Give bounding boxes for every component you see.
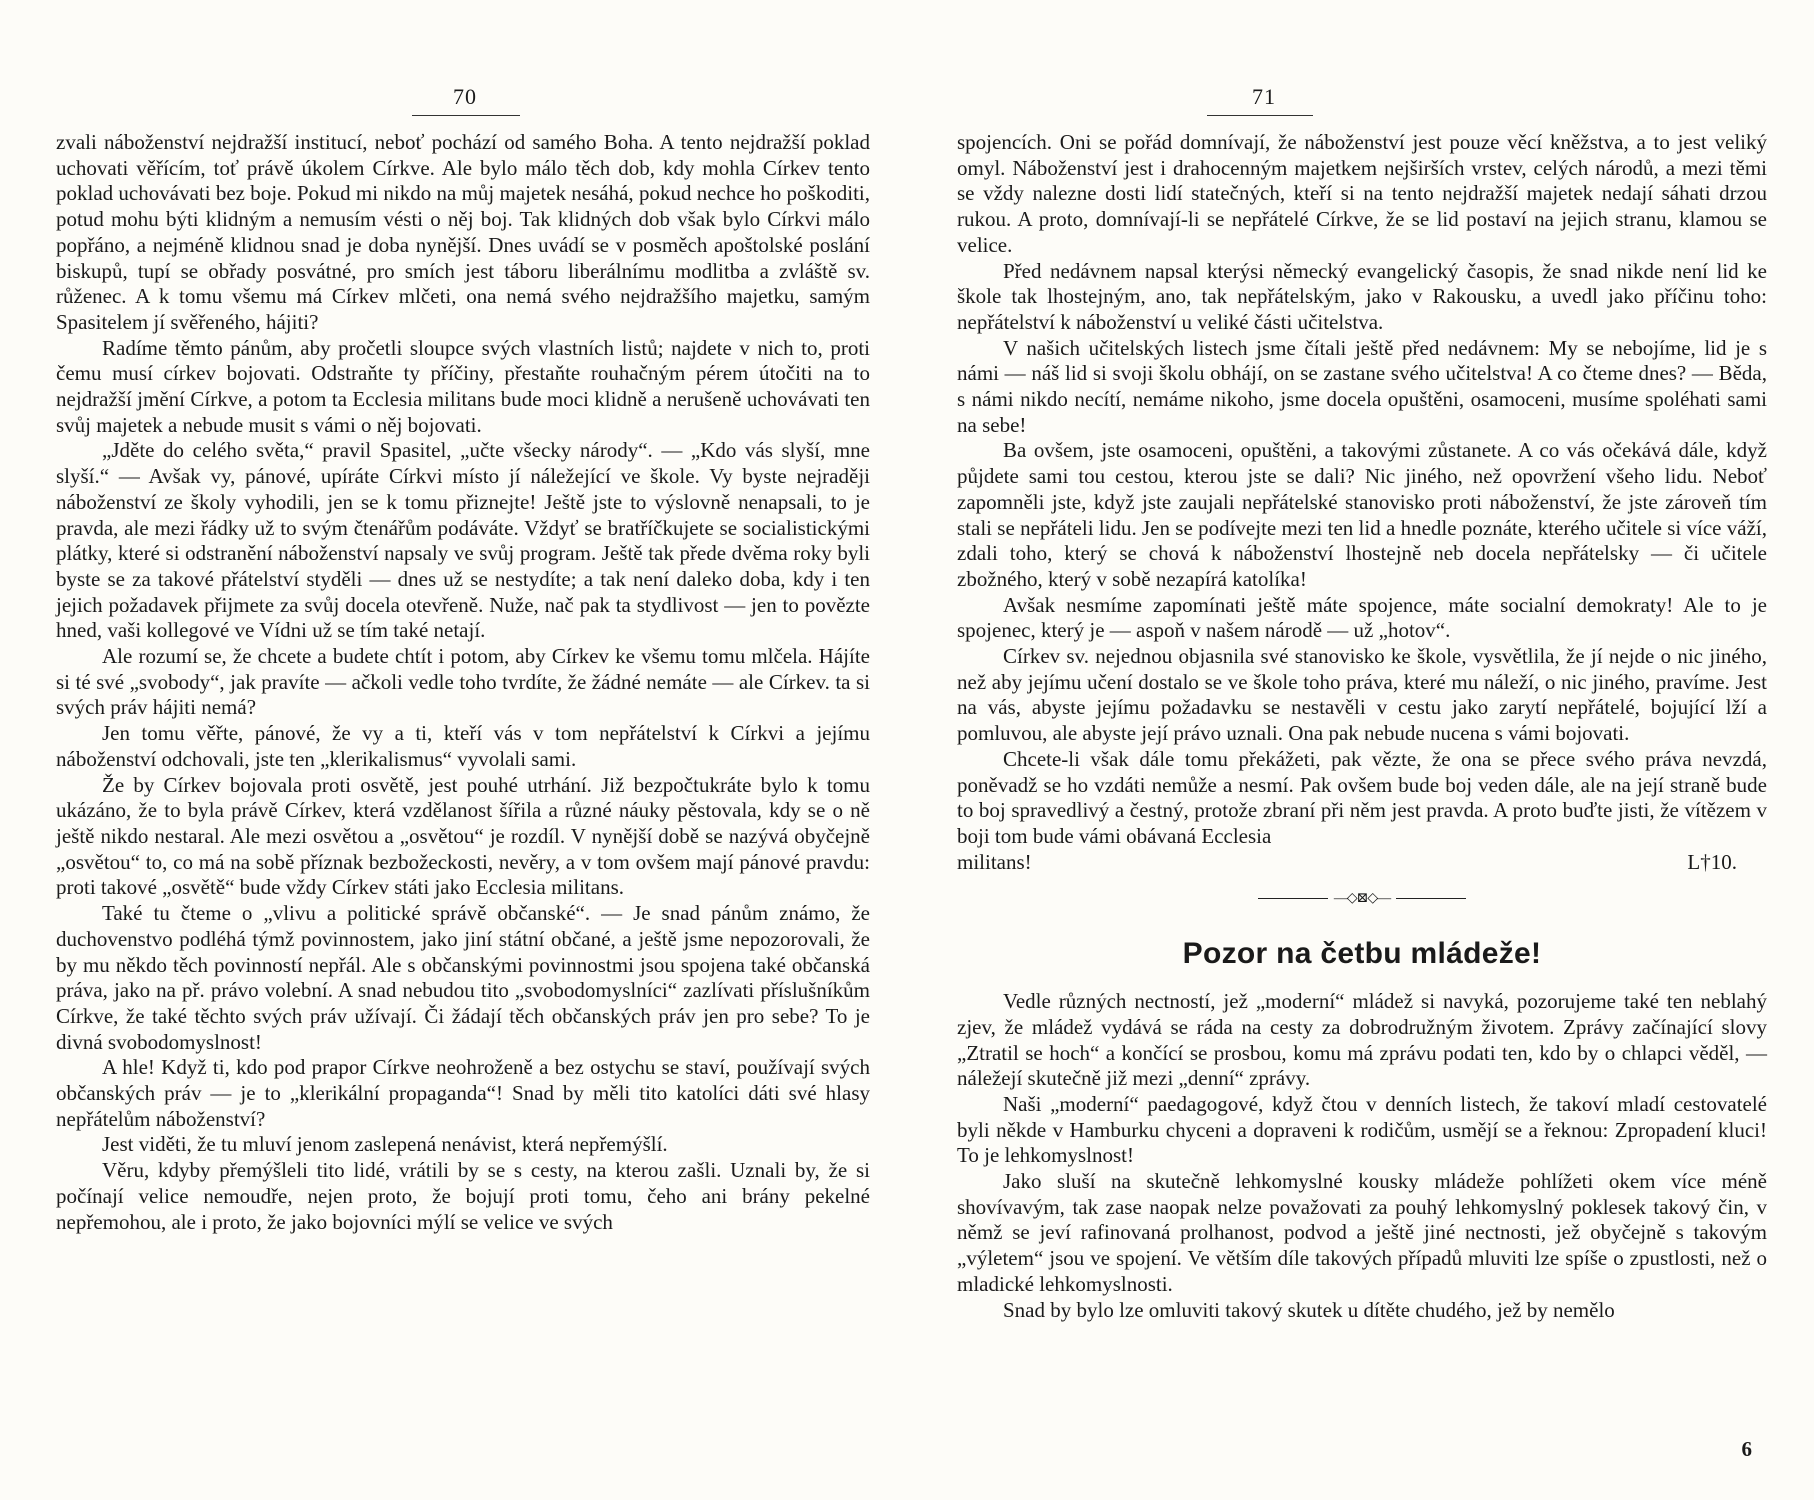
closing-line: militans! bbox=[957, 849, 1032, 874]
paragraph: V našich učitelských listech jsme čítali ještě před nedávnem: My se nebojíme, lid je s námi — náš lid si svoji školu obhájí, on se zastane svého učitelstva! A co čteme dnes? — Běda, s námi nikdo necítí, nemáme nikoho, jsme docela opuštěni, osamoceni, musíme spoléhati sami na sebe! bbox=[957, 335, 1767, 437]
paragraph: Snad by bylo lze omluviti takový skutek u dítěte chudého, jež by nemělo bbox=[1003, 1297, 1615, 1322]
paragraph: Také tu čteme o „vlivu a politické správě občanské“. — Je snad pánům známo, že duchovenstvo podléhá týmž povinnostem, jako jiní státní občané, a ještě jsme nepozorovali, že by mu někdo těch povinností nepřál. Ale s občanskými povinnostmi jsou spojena také občanská práva, jako na př. právo volební. A snad nebudou tito „svobodomyslníci“ zazlívati příslušníkům Církve, že také těchto svých práv užívají. Či žádají těch občanských práv jen pro sebe? To je divná svobodomyslnost! bbox=[56, 901, 870, 1054]
article-title: Pozor na četbu mládeže! bbox=[1182, 937, 1542, 971]
paragraph: Radíme těmto pánům, aby pročetli sloupce svých vlastních listů; najdete v nich to, proti čemu musí církev bojovati. Odstraňte ty příčiny, přestaňte rouhačným pérem útočiti na to nejdražší jmění Církve, a potom ta Ecclesia militans bude moci klidně a nerušeně uchovávati ten svůj majetek a nebude musit s vámi o něj bojovati. bbox=[56, 335, 870, 437]
paragraph: Že by Církev bojovala proti osvětě, jest pouhé utrhání. Již bezpočtukráte bylo k tomu ukázáno, že to byla právě Církev, která vzdělanost šířila a různé náuky pěstovala, kdy se o ně ještě nikdo nestaral. Ale mezi osvětou a „osvětou“ je rozdíl. V nynější době se nazývá obyčejně „osvětou“ to, co má na sobě příznak bezbožeckosti, nevěry, a v tom ovšem mají pánové pravdu: proti takové „osvětě“ bude vždy Církev státi jako Ecclesia militans. bbox=[56, 772, 870, 900]
page-number-rule bbox=[412, 115, 520, 116]
page-number: 71 bbox=[1252, 84, 1276, 109]
paragraph: Věru, kdyby přemýšleli tito lidé, vrátili by se s cesty, na kterou zašli. Uznali by, že si počínají velice nemoudře, nejen proto, že bojují proti tomu, čeho ani brány pekelné nepřemohou, ale i proto, že jako bojovníci mýlí se velice ve svých bbox=[56, 1158, 870, 1234]
paragraph: „Jděte do celého světa,“ pravil Spasitel, „učte všecky národy“. — „Kdo vás slyší, mne slyší.“ — Avšak vy, pánové, upíráte Církvi místo jí náležející ve škole. Vy byste nejraději náboženství ze školy vyhodili, jen se k tomu přiznejte! Ještě jste to výslovně nenapsali, to je pravda, ale mezi řádky už to svým čtenářům podáváte. Vždyť se bratříčkujete se socialistickými plátky, které si odstranění náboženství napsaly ve svůj program. Ještě tak přede dvěma roky byli byste se za takové přátelství styděli — dnes už se nestydíte; a tak není daleko doba, kdy i ten jejich požadavek přijmete za svůj docela otevřeně. Nuže, nač pak ta stydlivost — jen to povězte hned, vaši kollegové ve Vídni už se tím také netají. bbox=[56, 438, 870, 643]
page-number: 70 bbox=[453, 84, 477, 109]
paragraph: Avšak nesmíme zapomínati ještě máte spojence, máte socialní demokraty! Ale to je spojenec, který je — aspoň v našem národě — už „hotov“. bbox=[957, 592, 1767, 643]
closing-row bbox=[957, 850, 1767, 876]
page-number-rule bbox=[1207, 115, 1313, 116]
author-signature: L†10. bbox=[1687, 849, 1737, 874]
paragraph: Ale rozumí se, že chcete a budete chtít i potom, aby Církev ke všemu tomu mlčela. Hájíte si té své „svobody“, jak pravíte — ačkoli vedle toho tvrdíte, že žádné nemáte — ale Církev. ta si svých práv hájiti nemá? bbox=[56, 644, 870, 720]
sheet-signature: 6 bbox=[1741, 1437, 1752, 1461]
paragraph: Ba ovšem, jste osamoceni, opuštěni, a takovými zůstanete. A co vás očekává dále, když půjdete sami tou cestou, kterou jste se dali? Nic jiného, než opovržení všeho lidu. Neboť zapomněli jste, když jste zaujali nepřátelské stanovisko proti náboženství, že jste zároveň tím stali se nepřáteli lidu. Jen se podívejte mezi ten lid a hnedle poznáte, kterého učitele si více váží, zdali toho, který se chová k náboženství lhostejně neb docela nepřátelsky — či učitele zbožného, který v sobě nezapírá katolíka! bbox=[957, 438, 1767, 591]
ornament-rule bbox=[1396, 898, 1466, 899]
paragraph: spojencích. Oni se pořád domnívají, že náboženství jest pouze věcí kněžstva, a to jest veliký omyl. Náboženství jest i drahocenným majetkem nejširších vrstev, celých národů, a mezi těmi se vždy nalezne dosti lidí statečných, kteří si na tento nejdražší majetek nedají sáhati drzou rukou. A proto, domnívají-li se nepřátelé Církve, že se lid postaví na jejich stranu, klamou se velice. bbox=[957, 130, 1767, 257]
paragraph: Vedle různých nectností, jež „moderní“ mládež si navyká, pozorujeme také ten neblahý zjev, že mládež vydává se ráda na cesty za dobrodružným životem. Zprávy začínající slovy „Ztratil se hoch“ a končící se prosbou, komu má zprávu podati ten, kdo by o chlapci věděl, — náležejí skutečně již mezi „denní“ zprávy. bbox=[957, 989, 1767, 1091]
right-page bbox=[907, 0, 1814, 1500]
paragraph: Jako sluší na skutečně lehkomyslné kousky mládeže pohlížeti okem více méně shovívavým, tak zase naopak nelze považovati za pouhý lehkomyslný poklesek takový čin, v němž se jeví rafinovaná prolhanost, podvod a ještě jiné nectnosti, jež obyčejně s takovým „výletem“ jsou ve spojení. Ve větším díle takových případů mluviti lze spíše o zpustlosti, než o mladické lehkomyslnosti. bbox=[957, 1169, 1767, 1296]
paragraph: A hle! Když ti, kdo pod prapor Církve neohroženě a bez ostychu se staví, používají svých občanských práv — je to „klerikální propaganda“! Snad by měli tito katolíci dáti své hlasy nepřátelům náboženství? bbox=[56, 1055, 870, 1131]
paragraph: Chcete-li však dále tomu překážeti, pak vězte, že ona se přece svého práva nevzdá, poněvadž se ho vzdáti nemůže a nesmí. Pak ovšem bude boj veden dále, ale na její straně bude to boj spravedlivý a čestný, protože zbraní při něm jest pravda. A proto buďte jisti, že vítězem v boji tom bude vámi obávaná Ecclesia bbox=[957, 746, 1767, 848]
ornament-rule bbox=[1258, 898, 1328, 899]
paragraph: Jest viděti, že tu mluví jenom zaslepená nenávist, která nepřemýšlí. bbox=[102, 1132, 668, 1157]
text-column bbox=[56, 130, 870, 1235]
ornament-glyph: —◇⊠◇— bbox=[1333, 890, 1391, 906]
section-ornament bbox=[957, 885, 1767, 911]
paragraph: Před nedávnem napsal kterýsi německý evangelický časopis, že snad nikde není lid ke škole tak lhostejným, ano, tak nepřátelským, jako v Rakousku, a uvedl jako příčinu toho: nepřátelství k náboženství u veliké části učitelstva. bbox=[957, 258, 1767, 334]
paragraph: Naši „moderní“ paedagogové, když čtou v denních listech, že takoví mladí cestovatelé byli někde v Hamburku chyceni a dopraveni k rodičům, usmějí se a řeknou: Zpropadení kluci! To je lehkomyslnost! bbox=[957, 1091, 1767, 1168]
paragraph: Církev sv. nejednou objasnila své stanovisko ke škole, vysvětlila, že jí nejde o nic jiného, než aby jejímu učení dostalo se ve škole toho práva, které mu náleží, o nic jiného, pravíme. Jest na vás, abyste jejímu požadavku se nestavěli v cestu jako zarytí nepřátelé, bojující lží a pomluvou, ale abyste její právo uznali. Ona pak nebude nucena s vámi bojovati. bbox=[957, 644, 1767, 746]
paragraph: zvali náboženství nejdražší institucí, neboť pochází od samého Boha. A tento nejdražší poklad uchovati věřícím, toť právě úkolem Církve. Ale bylo málo těch dob, kdy mohla Církev tento poklad uchovávati bez boje. Pokud mi nikdo na můj majetek nesáhá, pokud nechce ho poškoditi, potud mohu býti klidným a nemusím vésti o něj boj. Tak klidných dob však bylo Církvi málo popřáno, a nejméně klidnou snad je doba nynější. Dnes uvádí se v posměch apoštolské poslání biskupů, tupí se obřady posvátné, pro smích jest táboru liberálnímu modlitba a zvláště sv. růženec. A k tomu všemu má Církev mlčeti, ona nemá svého nejdražšího majetku, samým Spasitelem jí svěřeného, hájiti? bbox=[56, 130, 870, 334]
paragraph: Jen tomu věřte, pánové, že vy a ti, kteří vás v tom nepřátelství k Církvi a jejímu náboženství odchovali, jste ten „klerikalismus“ vyvolali sami. bbox=[56, 721, 870, 771]
text-column bbox=[957, 130, 1767, 1323]
